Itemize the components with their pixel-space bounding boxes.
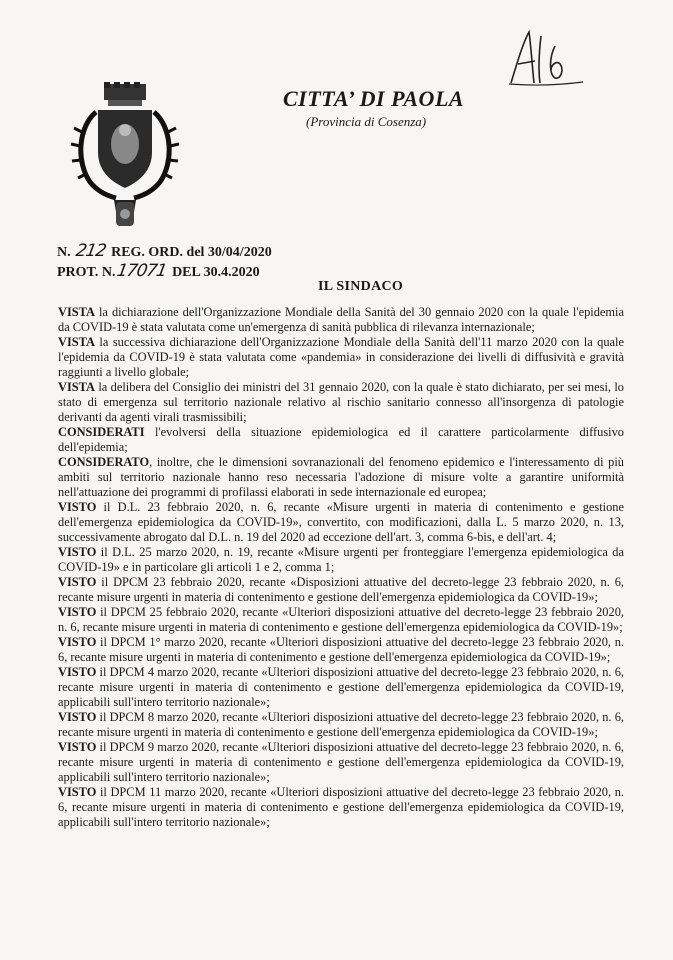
document-heading: IL SINDACO bbox=[318, 279, 404, 294]
prot-date: DEL 30.4.2020 bbox=[172, 265, 260, 280]
body-paragraph bbox=[58, 605, 624, 635]
document-body bbox=[58, 305, 624, 830]
paragraph-text: il DPCM 25 febbraio 2020, recante «Ulteriori disposizioni attuative del decreto-legge 23 febbraio 2020, n. 6, recante misure urgenti in materia di contenimento e gestione dell'emergenza epidemiologica da COVID-19»; bbox=[58, 605, 624, 634]
paragraph-text: la delibera del Consiglio dei ministri del 31 gennaio 2020, con la quale è stato dichiarato, per sei mesi, lo stato di emergenza sul territorio nazionale relativo al rischio sanitario connesso all'insorgenza di patologie derivanti da agenti virali trasmissibili; bbox=[58, 380, 624, 424]
paragraph-lead: CONSIDERATO bbox=[58, 455, 150, 469]
paragraph-lead: VISTA bbox=[58, 305, 95, 319]
paragraph-text: l'evolversi della situazione epidemiologica ed il carattere particolarmente diffusivo dell'epidemia; bbox=[58, 425, 624, 454]
paragraph-text: il DPCM 9 marzo 2020, recante «Ulteriori disposizioni attuative del decreto-legge 23 febbraio 2020, n. 6, recante misure urgenti in materia di contenimento e gestione dell'emergenza epidemiologica da COVID-19, applicabili sull'intero territorio nazionale»; bbox=[58, 740, 624, 784]
body-paragraph bbox=[58, 380, 624, 425]
city-name: CITTA’ DI PAOLA bbox=[283, 86, 465, 111]
body-paragraph bbox=[58, 635, 624, 665]
coat-of-arms-emblem bbox=[68, 82, 182, 230]
paragraph-lead: VISTO bbox=[58, 710, 97, 724]
paragraph-text: il D.L. 23 febbraio 2020, n. 6, recante «Misure urgenti in materia di contenimento e gestione dell'emergenza epidemiologica da COVID-19», convertito, con modificazioni, dalla L. 5 marzo 2020, n. 13, successivamente abrogato dal D.L. n. 19 del 2020 ad eccezione dell'art. 3, comma 6-bis, e dell'art. 4; bbox=[58, 500, 624, 544]
body-paragraph bbox=[58, 425, 624, 455]
paragraph-text: il D.L. 25 marzo 2020, n. 19, recante «Misure urgenti per fronteggiare l'emergenza epidemiologica da COVID-19» e in particolare gli articoli 1 e 2, comma 1; bbox=[58, 545, 624, 574]
body-paragraph bbox=[58, 455, 624, 500]
body-paragraph bbox=[58, 500, 624, 545]
paragraph-lead: VISTO bbox=[58, 500, 97, 514]
reg-prefix: N. bbox=[57, 245, 71, 260]
paragraph-lead: VISTO bbox=[58, 545, 97, 559]
province-name: (Provincia di Cosenza) bbox=[306, 114, 427, 129]
reg-date: REG. ORD. del 30/04/2020 bbox=[111, 245, 272, 260]
reg-ord-line bbox=[57, 242, 272, 262]
handwritten-annotation bbox=[505, 28, 585, 88]
paragraph-lead: VISTO bbox=[58, 575, 97, 589]
body-paragraph bbox=[58, 305, 624, 335]
reg-number-handwritten: 212 bbox=[74, 241, 108, 261]
paragraph-text: il DPCM 4 marzo 2020, recante «Ulteriori disposizioni attuative del decreto-legge 23 febbraio 2020, n. 6, recante misure urgenti in materia di contenimento e gestione dell'emergenza epidemiologica da COVID-19, applicabili sull'intero territorio nazionale»; bbox=[58, 665, 624, 709]
registration-block bbox=[57, 242, 272, 282]
paragraph-lead: VISTO bbox=[58, 740, 97, 754]
paragraph-lead: VISTO bbox=[58, 785, 97, 799]
paragraph-text: il DPCM 11 marzo 2020, recante «Ulteriori disposizioni attuative del decreto-legge 23 febbraio 2020, n. 6, recante misure urgenti in materia di contenimento e gestione dell'emergenza epidemiologica da COVID-19, applicabili sull'intero territorio nazionale»; bbox=[58, 785, 624, 829]
prot-number-handwritten: 17071 bbox=[115, 261, 169, 281]
prot-prefix: PROT. N. bbox=[57, 265, 116, 280]
paragraph-text: il DPCM 1° marzo 2020, recante «Ulteriori disposizioni attuative del decreto-legge 23 febbraio 2020, n. 6, recante misure urgenti in materia di contenimento e gestione dell'emergenza epidemiologica da COVID-19»; bbox=[58, 635, 624, 664]
body-paragraph bbox=[58, 665, 624, 710]
paragraph-lead: VISTO bbox=[58, 605, 97, 619]
paragraph-text: la dichiarazione dell'Organizzazione Mondiale della Sanità del 30 gennaio 2020 con la quale l'epidemia da COVID-19 è stata valutata come un'emergenza di sanità pubblica di rilevanza internazionale; bbox=[58, 305, 624, 334]
paragraph-lead: CONSIDERATI bbox=[58, 425, 145, 439]
paragraph-text: il DPCM 8 marzo 2020, recante «Ulteriori disposizioni attuative del decreto-legge 23 febbraio 2020, n. 6, recante misure urgenti in materia di contenimento e gestione dell'emergenza epidemiologica da COVID-19»; bbox=[58, 710, 624, 739]
paragraph-text: , inoltre, che le dimensioni sovranazionali del fenomeno epidemico e l'interessamento di più ambiti sul territorio nazionale hanno reso necessaria l'adozione di misure volte a garantire uniformità nell'attuazione dei programmi di profilassi elaborati in sede internazionale ed europea; bbox=[58, 455, 624, 499]
paragraph-text: la successiva dichiarazione dell'Organizzazione Mondiale della Sanità dell'11 marzo 2020 con la quale l'epidemia da COVID-19 è stata valutata come «pandemia» in considerazione dei livelli di diffusività e gravità raggiunti a livello globale; bbox=[58, 335, 624, 379]
body-paragraph bbox=[58, 785, 624, 830]
paragraph-text: il DPCM 23 febbraio 2020, recante «Disposizioni attuative del decreto-legge 23 febbraio 2020, n. 6, recante misure urgenti in materia di contenimento e gestione dell'emergenza epidemiologica da COVID-19»; bbox=[58, 575, 624, 604]
paragraph-lead: VISTA bbox=[58, 335, 95, 349]
body-paragraph bbox=[58, 740, 624, 785]
body-paragraph bbox=[58, 710, 624, 740]
prot-line bbox=[57, 262, 272, 282]
paragraph-lead: VISTO bbox=[58, 635, 97, 649]
body-paragraph bbox=[58, 545, 624, 575]
body-paragraph bbox=[58, 335, 624, 380]
paragraph-lead: VISTO bbox=[58, 665, 97, 679]
body-paragraph bbox=[58, 575, 624, 605]
paragraph-lead: VISTA bbox=[58, 380, 95, 394]
